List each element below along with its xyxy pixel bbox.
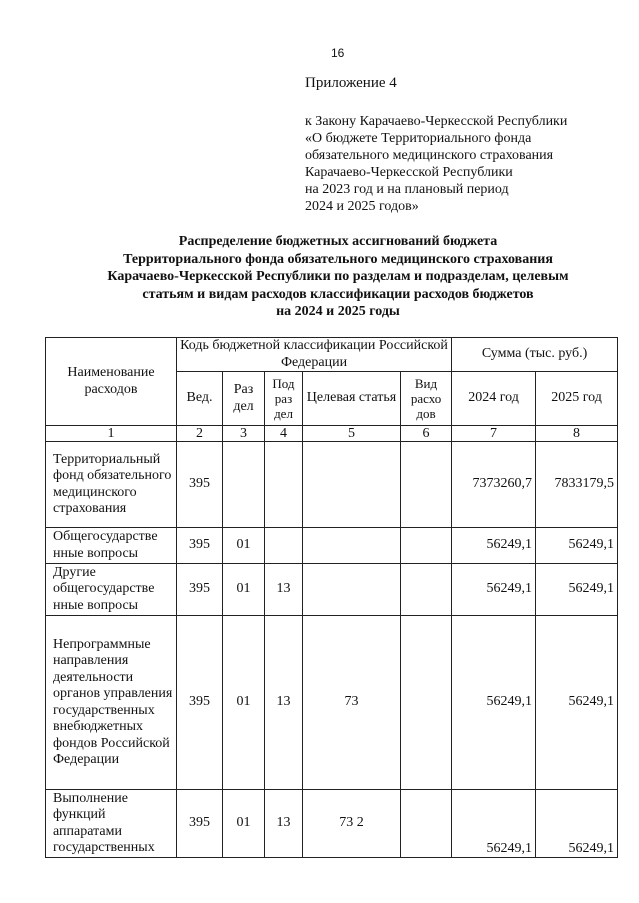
row-vid	[401, 616, 452, 790]
row-tselevaya	[303, 564, 401, 616]
row-2025: 7833179,5	[536, 442, 618, 528]
header-razdel: Раз дел	[223, 372, 265, 426]
table-row	[46, 790, 618, 858]
row-ved: 395	[177, 528, 223, 564]
column-number: 5	[303, 426, 401, 442]
header-tselevaya: Целевая статья	[303, 372, 401, 426]
title-line: Карачаево-Черкесской Республики по разделам и подразделам, целевым	[107, 269, 569, 284]
appendix-line: 2024 и 2025 годов»	[305, 199, 419, 214]
row-tselevaya	[303, 442, 401, 528]
row-ved: 395	[177, 442, 223, 528]
row-name: Общегосударстве нные вопросы	[46, 528, 177, 564]
column-number: 3	[223, 426, 265, 442]
column-number: 6	[401, 426, 452, 442]
budget-table	[45, 337, 618, 858]
row-tselevaya	[303, 528, 401, 564]
row-podrazdel: 13	[265, 616, 303, 790]
header-podrazdel: Под раз дел	[265, 372, 303, 426]
row-2024: 56249,1	[452, 528, 536, 564]
title-line: Территориального фонда обязательного медицинского страхования	[123, 251, 553, 267]
row-2025: 56249,1	[536, 616, 618, 790]
column-number: 1	[46, 426, 177, 442]
title-line: на 2024 и 2025 годы	[276, 304, 400, 319]
appendix-reference	[305, 113, 567, 215]
column-number: 7	[452, 426, 536, 442]
row-podrazdel: 13	[265, 564, 303, 616]
header-sum-group: Сумма (тыс. руб.)	[452, 338, 618, 372]
appendix-line: Карачаево-Черкесской Республики	[305, 165, 513, 180]
row-name: Другие общегосударстве нные вопросы	[46, 564, 177, 616]
row-vid	[401, 442, 452, 528]
row-ved: 395	[177, 616, 223, 790]
table-row	[46, 616, 618, 790]
appendix-line: к Закону Карачаево-Черкесской Республики	[305, 114, 568, 129]
appendix-title: Приложение 4	[305, 75, 397, 91]
row-name: Выполнение функций аппаратами государственных	[46, 790, 177, 858]
row-ved: 395	[177, 790, 223, 858]
row-ved: 395	[177, 564, 223, 616]
column-number: 4	[265, 426, 303, 442]
row-razdel: 01	[223, 790, 265, 858]
column-number: 2	[177, 426, 223, 442]
header-name: Наименование расходов	[46, 338, 177, 426]
table-row	[46, 528, 618, 564]
row-name: Территориальный фонд обязательного медицинского страхования	[46, 442, 177, 528]
appendix-line: «О бюджете Территориального фонда	[305, 131, 532, 146]
row-2024: 56249,1	[452, 564, 536, 616]
title-line: Распределение бюджетных ассигнований бюджета	[178, 234, 498, 249]
page-number: 16	[331, 46, 345, 60]
row-2024: 56249,1	[452, 790, 536, 858]
header-ved: Вед.	[177, 372, 223, 426]
row-podrazdel: 13	[265, 790, 303, 858]
header-codes-group: Кодь бюджетной классификации Российской Федерации	[177, 338, 452, 372]
row-razdel: 01	[223, 564, 265, 616]
header-2024: 2024 год	[452, 372, 536, 426]
header-2025: 2025 год	[536, 372, 618, 426]
row-podrazdel	[265, 442, 303, 528]
row-2025: 56249,1	[536, 564, 618, 616]
row-vid	[401, 564, 452, 616]
row-2024: 56249,1	[452, 616, 536, 790]
appendix-line: обязательного медицинского страхования	[305, 148, 554, 163]
row-tselevaya: 73 2	[303, 790, 401, 858]
document-title	[60, 233, 616, 321]
table-row	[46, 564, 618, 616]
row-podrazdel	[265, 528, 303, 564]
appendix-line: на 2023 год и на плановый период	[305, 182, 509, 197]
column-number: 8	[536, 426, 618, 442]
row-2025: 56249,1	[536, 790, 618, 858]
header-vid: Вид расхо дов	[401, 372, 452, 426]
title-line: статьям и видам расходов классификации расходов бюджетов	[142, 286, 534, 302]
row-razdel: 01	[223, 528, 265, 564]
row-name: Непрограммные направления деятельности органов управления государственных внебюджетных фондов Российской Федерации	[46, 616, 177, 790]
row-vid	[401, 790, 452, 858]
row-tselevaya: 73	[303, 616, 401, 790]
row-razdel	[223, 442, 265, 528]
row-vid	[401, 528, 452, 564]
row-razdel: 01	[223, 616, 265, 790]
row-2025: 56249,1	[536, 528, 618, 564]
row-2024: 7373260,7	[452, 442, 536, 528]
table-row	[46, 442, 618, 528]
